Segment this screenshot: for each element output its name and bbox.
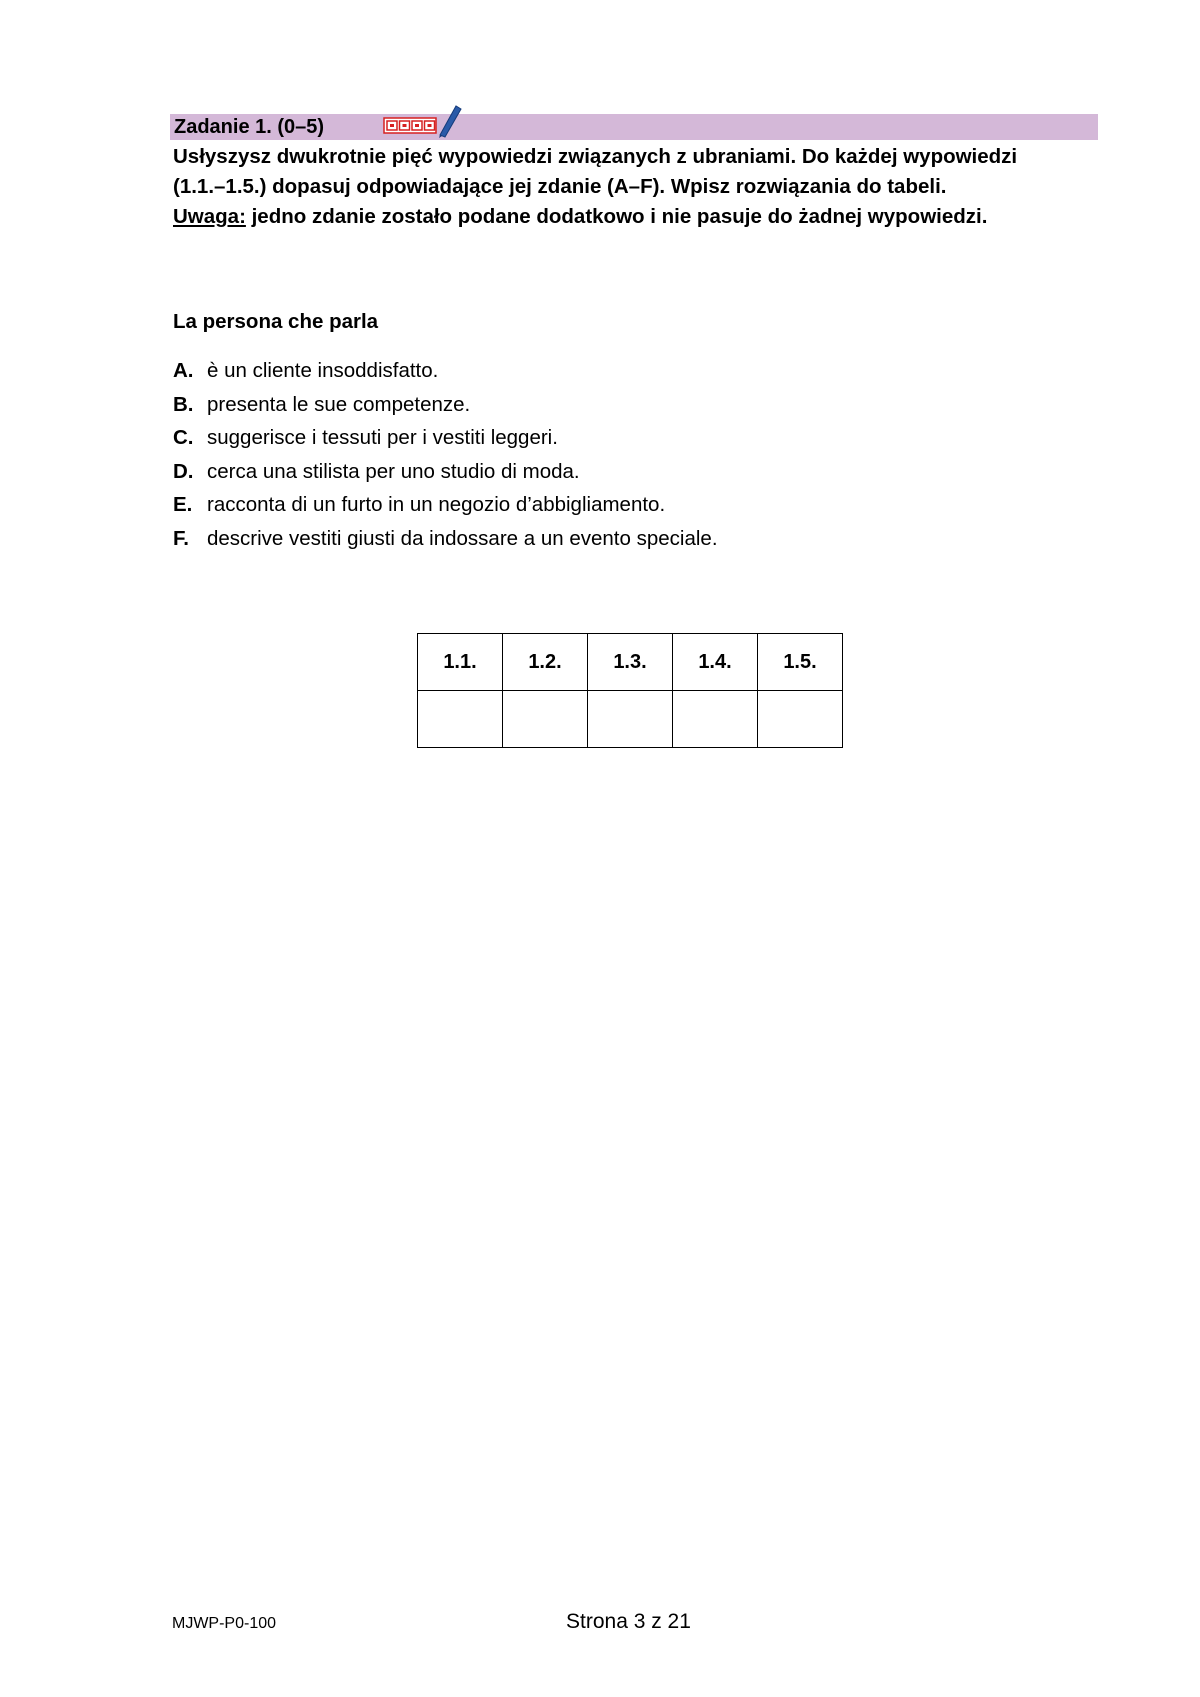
instructions-note: [173, 202, 1103, 232]
option-letter: F.: [173, 526, 189, 550]
answer-table: [417, 633, 843, 748]
lead-sentence: La persona che parla: [173, 310, 379, 333]
option-d: [173, 455, 718, 489]
option-letter: B.: [173, 392, 194, 416]
footer-exam-code: MJWP-P0-100: [172, 1615, 277, 1632]
answer-cell-1-3[interactable]: [588, 691, 673, 748]
option-letter: C.: [173, 426, 194, 449]
note-text: jedno zdanie zostało podane dodatkowo i nie pasuje do żadnej wypowiedzi.: [245, 205, 988, 228]
instructions-line-2: (1.1.–1.5.) dopasuj odpowiadające jej zdanie (A–F). Wpisz rozwiązania do tabeli.: [173, 175, 947, 198]
option-text: cerca una stilista per uno studio di moda.: [207, 459, 580, 483]
option-text: è un cliente insoddisfatto.: [207, 359, 439, 382]
option-f: [173, 522, 718, 556]
option-a: [173, 354, 718, 388]
option-letter: D.: [173, 459, 194, 483]
option-e: [173, 488, 718, 522]
task-title: Zadanie 1. (0–5): [174, 116, 325, 138]
answer-table-input-row: [418, 691, 843, 748]
answer-header-1-5: 1.5.: [758, 634, 843, 691]
task-header: [170, 114, 1098, 140]
answer-header-1-2: 1.2.: [503, 634, 588, 691]
option-text: racconta di un furto in un negozio d’abbigliamento.: [207, 493, 666, 516]
option-text: presenta le sue competenze.: [207, 392, 471, 416]
footer-page-number: Strona 3 z 21: [566, 1610, 691, 1633]
answer-cell-1-2[interactable]: [503, 691, 588, 748]
option-text: descrive vestiti giusti da indossare a un evento speciale.: [207, 526, 718, 550]
option-text: suggerisce i tessuti per i vestiti leggeri.: [207, 426, 558, 449]
options-list: [173, 354, 718, 555]
audio-recording-icon: [382, 104, 462, 138]
instructions: [173, 142, 1103, 232]
option-c: [173, 421, 718, 455]
option-b: [173, 388, 718, 422]
answer-table-header-row: [418, 634, 843, 691]
answer-header-1-1: 1.1.: [418, 634, 503, 691]
note-label: Uwaga:: [173, 205, 246, 228]
instructions-line-1: Usłyszysz dwukrotnie pięć wypowiedzi związanych z ubraniami. Do każdej wypowiedzi: [173, 145, 1018, 168]
answer-header-1-4: 1.4.: [673, 634, 758, 691]
answer-cell-1-1[interactable]: [418, 691, 503, 748]
option-letter: E.: [173, 493, 193, 516]
answer-cell-1-5[interactable]: [758, 691, 843, 748]
answer-cell-1-4[interactable]: [673, 691, 758, 748]
option-letter: A.: [173, 359, 194, 382]
answer-header-1-3: 1.3.: [588, 634, 673, 691]
